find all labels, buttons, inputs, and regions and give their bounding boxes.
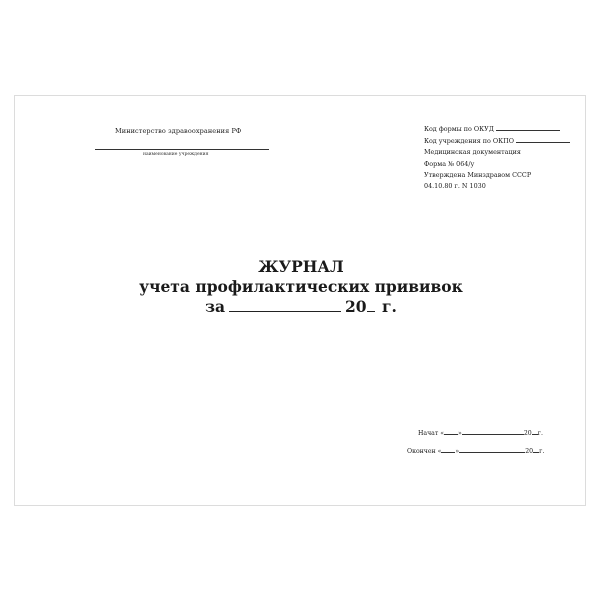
journal-cover-page bbox=[14, 95, 586, 506]
end-day-line bbox=[441, 446, 455, 453]
okpo-code-label: Код учреждения по ОКПО bbox=[424, 137, 514, 146]
title-period bbox=[15, 297, 587, 317]
institution-name-line bbox=[95, 149, 269, 150]
title-journal: ЖУРНАЛ bbox=[258, 257, 344, 276]
end-mid: » bbox=[455, 448, 460, 455]
start-label: Начат « bbox=[418, 430, 445, 437]
institution-name-caption: наименование учреждения bbox=[143, 152, 209, 157]
title-year: 20 bbox=[345, 297, 367, 316]
medical-documentation-label: Медицинская документация bbox=[424, 148, 521, 157]
form-number: Форма № 064/у bbox=[424, 159, 475, 168]
title-year-suffix: г. bbox=[382, 297, 397, 316]
start-year: 20 bbox=[523, 430, 532, 437]
year-blank-line bbox=[367, 298, 375, 312]
title-subject: учета профилактических прививок bbox=[139, 277, 463, 296]
end-month-line bbox=[459, 446, 525, 453]
start-month-line bbox=[462, 428, 524, 435]
start-day-line bbox=[444, 428, 458, 435]
okud-code-line bbox=[496, 123, 560, 131]
period-blank-line bbox=[229, 298, 341, 312]
end-date-row bbox=[407, 446, 544, 455]
form-codes-block bbox=[424, 123, 570, 192]
approval-date: 04.10.80 г. N 1030 bbox=[424, 182, 486, 191]
start-date-row bbox=[418, 428, 543, 437]
okpo-code-line bbox=[516, 135, 570, 143]
document-title bbox=[15, 257, 587, 317]
end-suffix: г. bbox=[539, 448, 545, 455]
end-year: 20 bbox=[525, 448, 534, 455]
start-mid: » bbox=[458, 430, 462, 437]
start-suffix: г. bbox=[537, 430, 543, 437]
okud-code-label: Код формы по ОКУД bbox=[424, 125, 494, 133]
approval-authority: Утверждена Минздравом СССР bbox=[424, 170, 532, 179]
end-label: Окончен « bbox=[407, 448, 442, 455]
title-period-prefix: за bbox=[205, 297, 226, 316]
okud-code-row bbox=[424, 123, 570, 135]
ministry-name: Министерство здравоохранения РФ bbox=[115, 127, 242, 135]
okpo-code-row bbox=[424, 135, 570, 147]
